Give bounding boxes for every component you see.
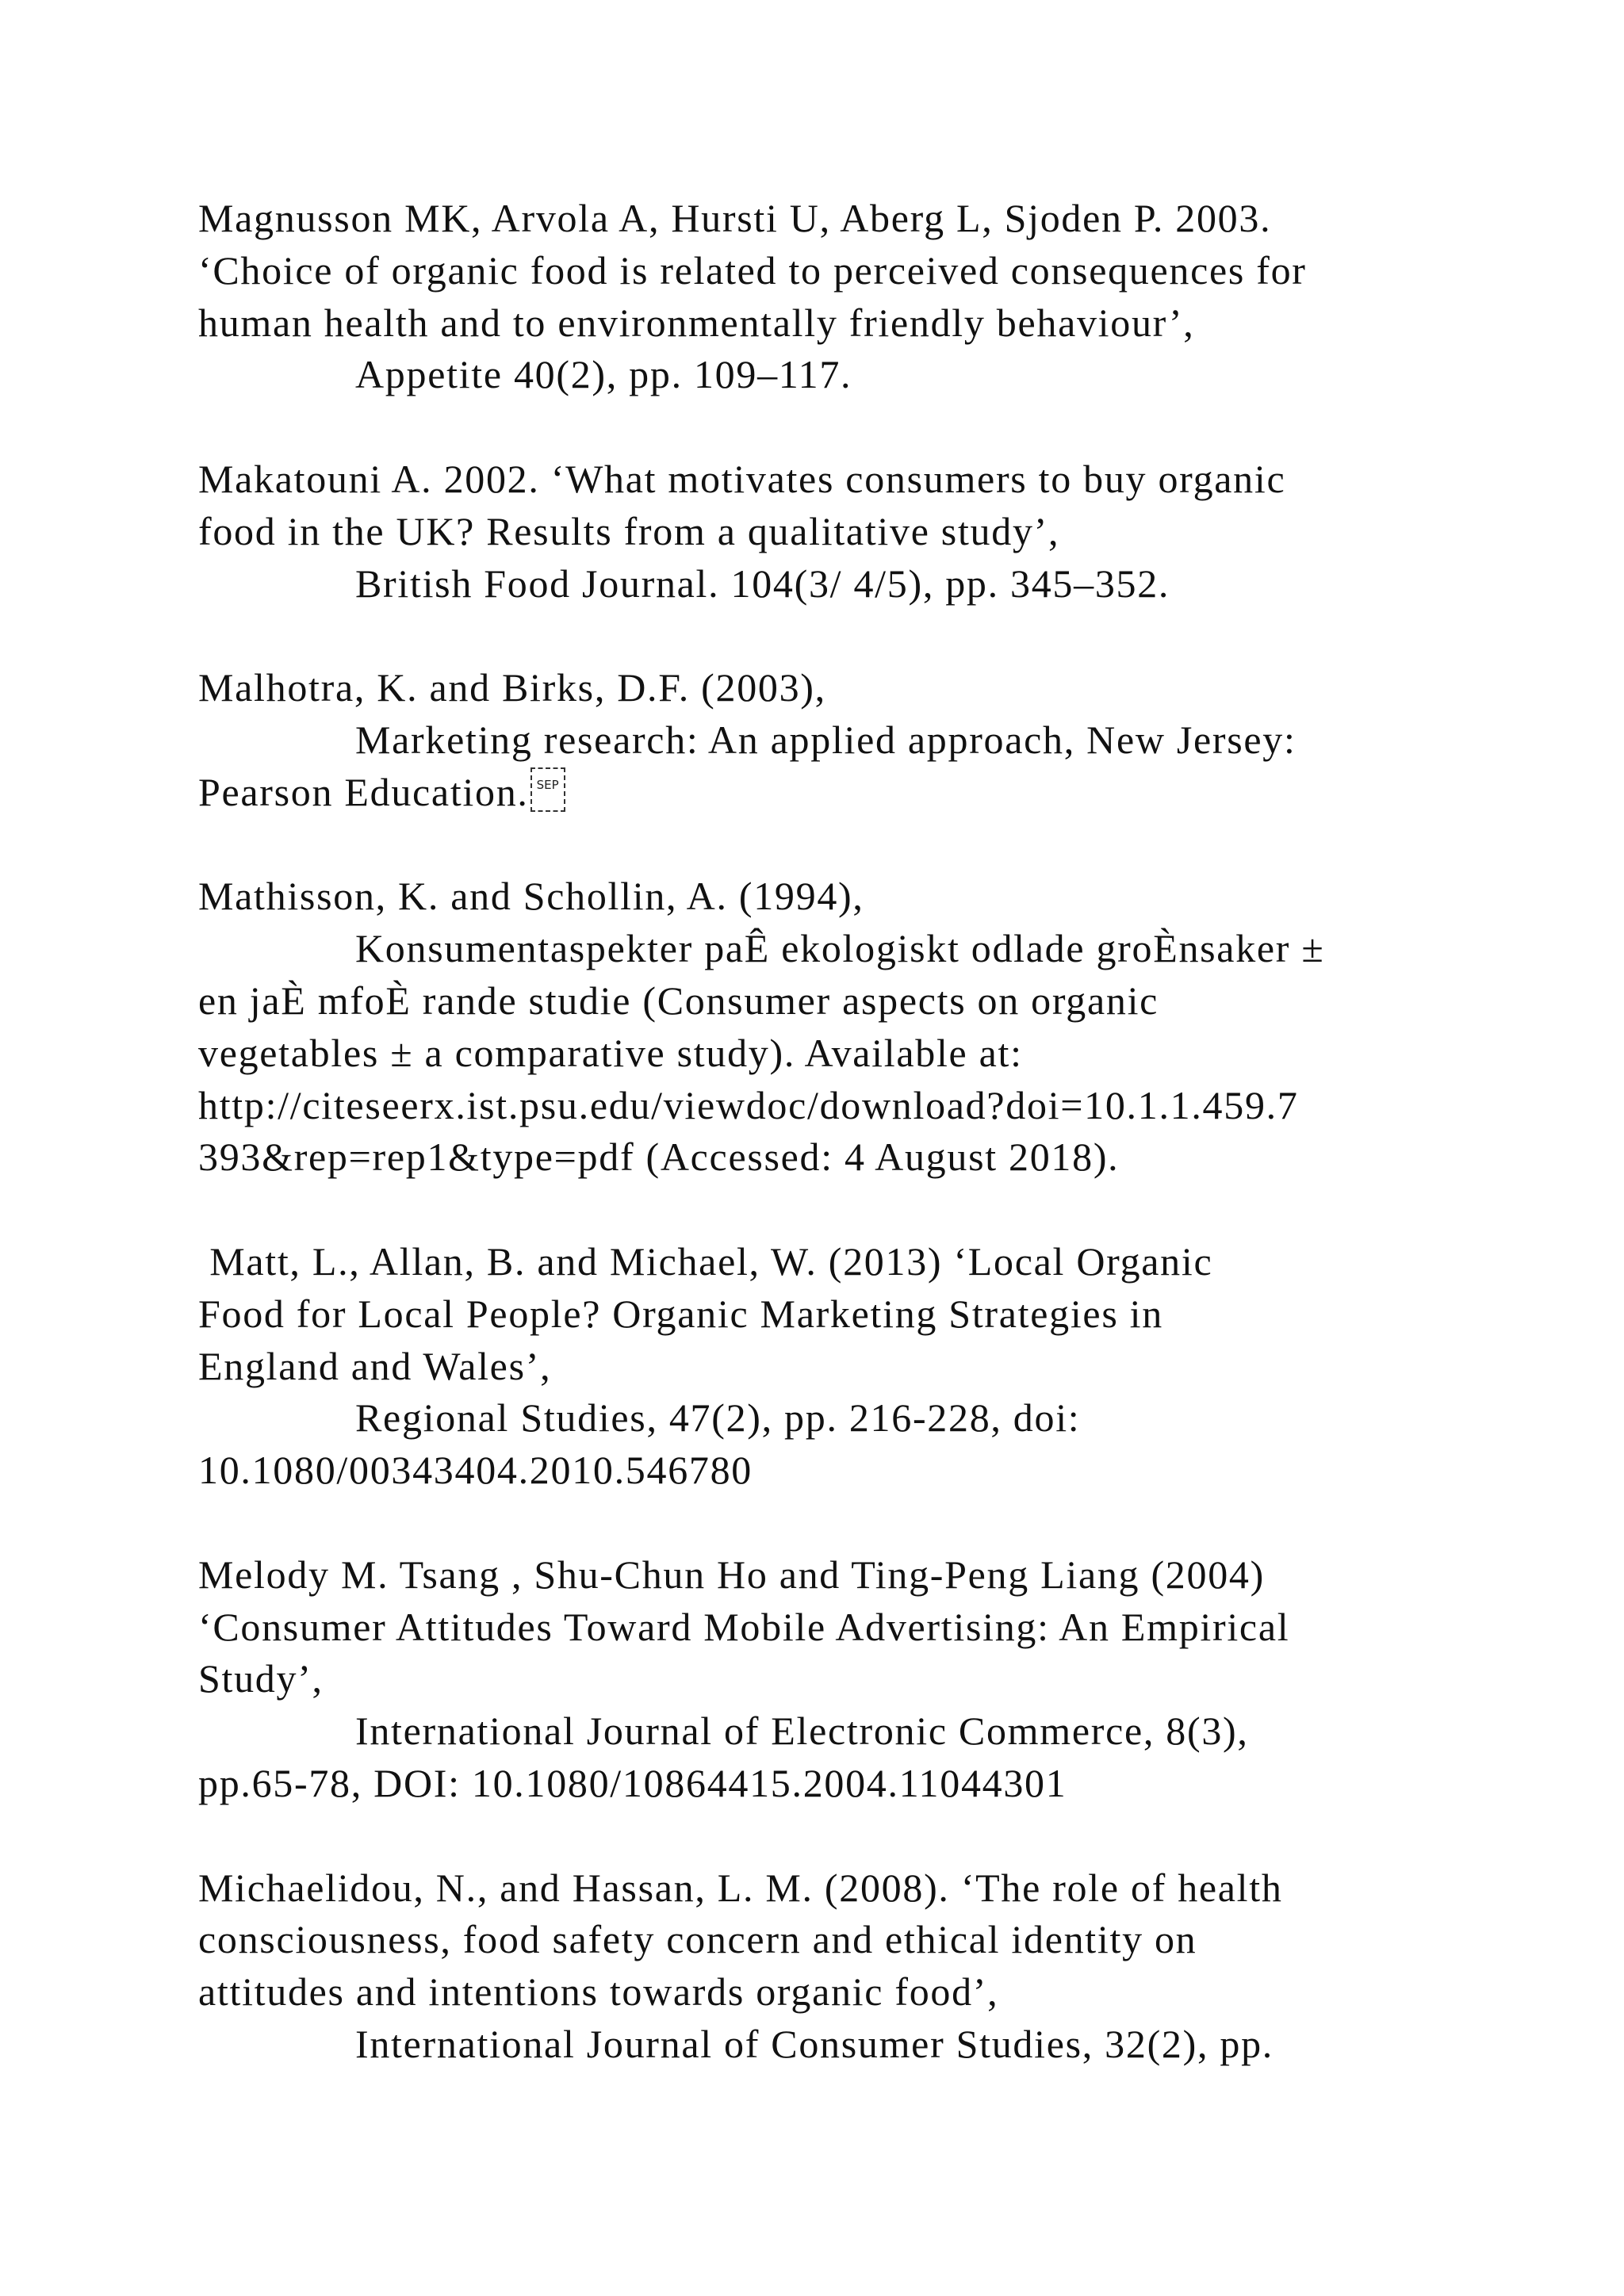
reference-source-line: British Food Journal. 104(3/ 4/5), pp. 345–352.: [355, 561, 1170, 606]
reference-line: Melody M. Tsang , Shu-Chun Ho and Ting-Peng Liang (2004): [198, 1552, 1265, 1597]
reference-line: attitudes and intentions towards organic food’,: [198, 1969, 999, 2015]
reference-source-line: Konsumentaspekter paÊ ekologiskt odlade groÈnsaker ±: [355, 926, 1325, 971]
reference-line: Matt, L., Allan, B. and Michael, W. (2013) ‘Local Organic: [198, 1238, 1213, 1284]
reference-line: Magnusson MK, Arvola A, Hursti U, Aberg L, Sjoden P. 2003.: [198, 196, 1272, 240]
reference-line: ‘Choice of organic food is related to perceived consequences for: [198, 247, 1307, 293]
reference-source-line: Marketing research: An applied approach, New Jersey:: [355, 717, 1297, 762]
reference-line-with-control-glyph: [198, 767, 1530, 819]
reference-source-line: Appetite 40(2), pp. 109–117.: [355, 352, 852, 397]
reference-line: ‘Consumer Attitudes Toward Mobile Advertising: An Empirical: [198, 1604, 1290, 1649]
reference-line: 393&rep=rep1&type=pdf (Accessed: 4 August 2018).: [198, 1135, 1120, 1180]
reference-line: Malhotra, K. and Birks, D.F. (2003),: [198, 665, 826, 710]
reference-line: vegetables ± a comparative study). Available at:: [198, 1030, 1023, 1075]
reference-entry-malhotra: [198, 662, 1530, 818]
reference-line: Michaelidou, N., and Hassan, L. M. (2008). ‘The role of health: [198, 1865, 1283, 1910]
reference-line: Food for Local People? Organic Marketing Strategies in: [198, 1291, 1163, 1336]
reference-line: England and Wales’,: [198, 1343, 552, 1388]
reference-list: [198, 193, 1530, 2122]
reference-doi-line: pp.65-78, DOI: 10.1080/10864415.2004.11044301: [198, 1760, 1067, 1805]
reference-line: en jaÈ mfoÈ rande studie (Consumer aspects on organic: [198, 978, 1159, 1023]
reference-source-line: International Journal of Electronic Commerce, 8(3),: [355, 1709, 1249, 1754]
reference-line: human health and to environmentally friendly behaviour’,: [198, 300, 1195, 345]
reference-entry-magnusson: [198, 193, 1530, 401]
reference-source-line: International Journal of Consumer Studies, 32(2), pp.: [355, 2021, 1274, 2066]
reference-entry-michaelidou: [198, 1862, 1530, 2071]
reference-doi-line: 10.1080/00343404.2010.546780: [198, 1448, 753, 1493]
separator-control-glyph: [530, 767, 565, 812]
reference-entry-mathisson: [198, 871, 1530, 1184]
reference-line: food in the UK? Results from a qualitative study’,: [198, 508, 1060, 553]
reference-line: Makatouni A. 2002. ‘What motivates consumers to buy organic: [198, 456, 1286, 501]
reference-entry-matt: [198, 1236, 1530, 1497]
reference-entry-makatouni: [198, 453, 1530, 610]
reference-line: consciousness, food safety concern and ethical identity on: [198, 1917, 1197, 1962]
reference-entry-tsang: [198, 1549, 1530, 1810]
separator-glyph-label: SEP: [536, 777, 559, 792]
reference-line: Study’,: [198, 1656, 324, 1701]
reference-source-line: Regional Studies, 47(2), pp. 216-228, doi:: [355, 1395, 1081, 1441]
reference-line: Mathisson, K. and Schollin, A. (1994),: [198, 874, 864, 919]
reference-url-line: http://citeseerx.ist.psu.edu/viewdoc/download?doi=10.1.1.459.7: [198, 1082, 1299, 1127]
reference-line: Pearson Education.: [198, 769, 529, 814]
